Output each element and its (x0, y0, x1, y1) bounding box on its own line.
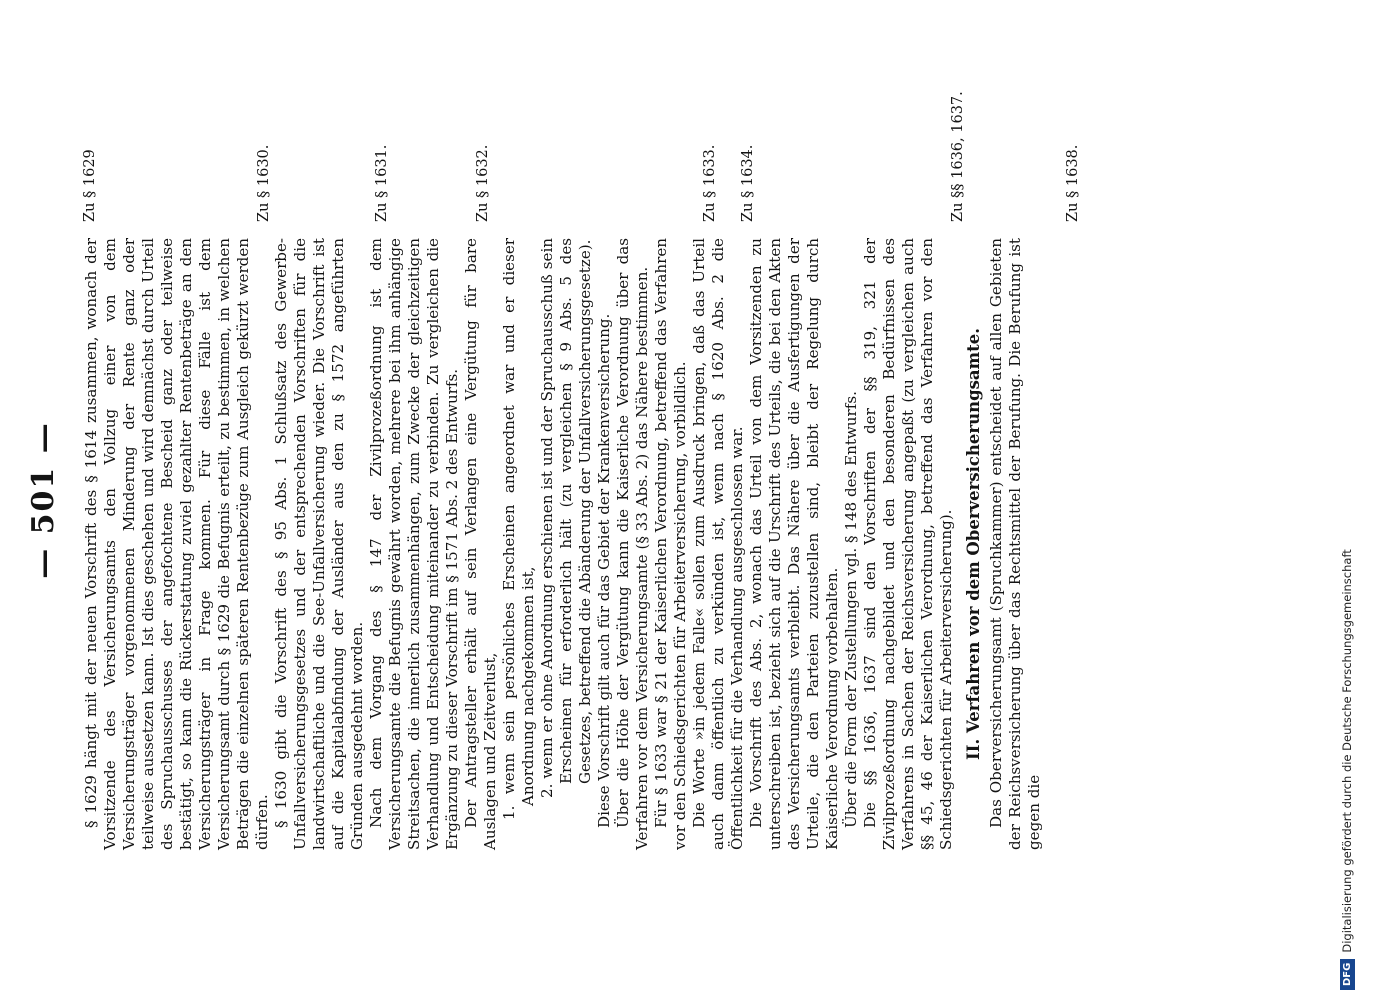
margin-note: Zu §§ 1636, 1637. (950, 91, 966, 222)
margin-note: Zu § 1634. (740, 144, 756, 222)
main-text (82, 238, 1044, 850)
footer-text: Digitalisierung gefördert durch die Deutsche Forschungsgemeinschaft (1340, 549, 1354, 953)
paragraph-1631: Nach dem Vorgang des § 147 der Zivilprozeßordnung ist dem Versicherungsamte die Befugnis gewährt worden, mehrere bei ihm anhängige Streitsachen, die innerlich zusammenhängen, zum Zwecke der gleichzeitigen Verhandlung und Entscheidung miteinander zu verbinden. Zu vergleichen die Ergänzung zu dieser Vorschrift im § 1571 Abs. 2 des Entwurfs. (367, 238, 461, 850)
list-item: 1. wenn sein persönliches Erscheinen angeordnet war und er dieser Anordnung nachgekommen ist, (500, 238, 537, 820)
paragraph-verguetung: Über die Höhe der Vergütung kann die Kaiserliche Verordnung über das Verfahren vor dem Versicherungsamte (§ 33 Abs. 2) das Nähere bestimmen. (614, 238, 651, 850)
margin-note: Zu § 1633. (702, 144, 718, 222)
paragraph-abs2: Die Vorschrift des Abs. 2, wonach das Urteil von dem Vorsitzenden zu unterschreiben ist, bezieht sich auf die Urschrift des Urteils, die bei den Akten des Versicherungsamts verbleibt. Das Nähere über die Ausfertigungen der Urteile, die den Parteien zuzustellen sind, bleibt der Regelung durch Kaiserliche Verordnung vorbehalten. (747, 238, 841, 850)
page-number: — 501 — (26, 421, 61, 579)
list-item: 2. wenn er ohne Anordnung erschienen ist und der Spruchausschuß sein Erscheinen für erforderlich hält (zu vergleichen § 9 Abs. 5 des Gesetzes, betreffend die Abänderung der Unfallversicherungsgesetze). (538, 238, 594, 798)
paragraph-1638: Das Oberversicherungsamt (Spruchkammer) entscheidet auf allen Gebieten der Reichsversicherung über das Rechtsmittel der Berufung. Die Berufung ist gegen die (987, 238, 1043, 850)
paragraph-1636-1637: Die §§ 1636, 1637 sind den Vorschriften der §§ 319, 321 der Zivilprozeßordnung nachgebildet und den besonderen Bedürfnissen des Verfahrens in Sachen der Reichsversicherung angepaßt (zu vergleichen auch §§ 45, 46 der Kaiserlichen Verordnung, betreffend das Verfahren vor den Schiedsgerichten für Arbeiterversicherung). (861, 238, 955, 850)
paragraph-krankenversicherung: Diese Vorschrift gilt auch für das Gebiet der Krankenversicherung. (595, 313, 613, 828)
margin-note: Zu § 1631. (374, 144, 390, 222)
section-heading: II. Verfahren vor dem Oberversicherungsamte. (964, 328, 983, 760)
margin-note: Zu § 1630. (256, 144, 272, 222)
digitization-footer (1340, 10, 1368, 990)
margin-note: Zu § 1638. (1065, 144, 1081, 222)
dfg-logo: DFG (1340, 959, 1355, 990)
paragraph-1629: § 1629 hängt mit der neuen Vorschrift des § 1614 zusammen, wonach der Vorsitzende des Versicherungsamts den Vollzug einer von dem Versicherungsträger vorgenommenen Minderung der Rente ganz oder teilweise aussetzen kann. Ist dies geschehen und wird demnächst durch Urteil des Spruchausschusses der angefochtene Bescheid ganz oder teilweise bestätigt, so kann die Rückerstattung zuviel gezahlter Rentenbeträge an den Versicherungsträger in Frage kommen. Für diese Fälle ist dem Versicherungsamt durch § 1629 die Befugnis erteilt, zu bestimmen, in welchen Beträgen die einzelnen späteren Rentenbezüge zum Ausgleich gekürzt werden dürfen. (82, 238, 271, 850)
paragraph-1633: Für § 1633 war § 21 der Kaiserlichen Verordnung, betreffend das Verfahren vor den Schiedsgerichten für Arbeiterversicherung, vorbildlich. (652, 238, 689, 850)
margin-note: Zu § 1629 (82, 149, 98, 222)
paragraph-zustellungen: Über die Form der Zustellungen vgl. § 148 des Entwurfs. (842, 391, 860, 828)
margin-note: Zu § 1632. (475, 144, 491, 222)
paragraph-1634: Die Worte »in jedem Falle« sollen zum Ausdruck bringen, daß das Urteil auch dann öffentlich zu verkünden ist, wenn nach § 1620 Abs. 2 die Öffentlichkeit für die Verhandlung ausgeschlossen war. (690, 238, 746, 850)
paragraph-1630: § 1630 gibt die Vorschrift des § 95 Abs. 1 Schlußsatz des Gewerbe-Unfallversicherungsgesetzes und der entsprechenden Vorschriften für die landwirtschaftliche und die See-Unfallversicherung wieder. Die Vorschrift ist auf die Kapitalabfindung der Ausländer aus den zu § 1572 angeführten Gründen ausgedehnt worden. (272, 238, 366, 850)
paragraph-1632: Der Antragsteller erhält auf sein Verlangen eine Vergütung für bare Auslagen und Zeitverlust, (462, 238, 499, 850)
